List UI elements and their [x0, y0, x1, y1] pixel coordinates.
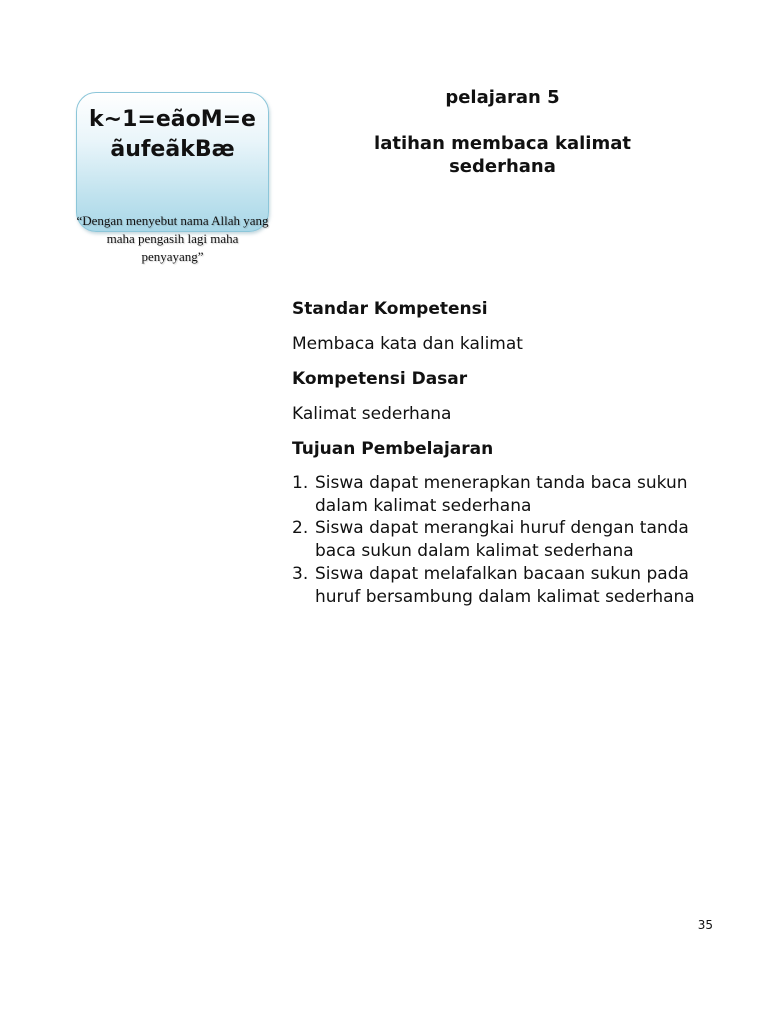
list-item — [292, 517, 722, 562]
list-item-number: 3. — [292, 563, 309, 584]
lesson-title: latihan membaca kalimat sederhana — [374, 133, 631, 177]
standar-kompetensi-heading: Standar Kompetensi — [292, 299, 488, 319]
lesson-content — [292, 297, 722, 608]
kompetensi-dasar-text: Kalimat sederhana — [292, 404, 452, 424]
lesson-number: pelajaran 5 — [445, 87, 560, 108]
basmalah-box — [76, 92, 269, 232]
objectives-list — [292, 472, 722, 608]
lesson-heading — [340, 86, 665, 178]
kompetensi-dasar-heading: Kompetensi Dasar — [292, 369, 468, 389]
list-item-text: Siswa dapat merangkai huruf dengan tanda baca sukun dalam kalimat sederhana — [315, 518, 689, 562]
list-item-text: Siswa dapat menerapkan tanda baca sukun dalam kalimat sederhana — [315, 473, 688, 516]
list-item — [292, 563, 722, 608]
basmalah-meaning: “Dengan menyebut nama Allah yang maha pengasih lagi maha penyayang” — [76, 213, 269, 264]
list-item-number: 1. — [292, 473, 309, 493]
list-item-number: 2. — [292, 518, 309, 539]
list-item-text: Siswa dapat melafalkan bacaan sukun pada huruf bersambung dalam kalimat sederhana — [315, 563, 695, 607]
basmalah-text: k~1=eãoM=eãufeãkBæ — [89, 107, 256, 162]
list-item — [292, 472, 722, 517]
tujuan-pembelajaran-heading: Tujuan Pembelajaran — [292, 439, 494, 459]
page-number: 35 — [697, 918, 713, 932]
standar-kompetensi-text: Membaca kata dan kalimat — [292, 334, 523, 354]
